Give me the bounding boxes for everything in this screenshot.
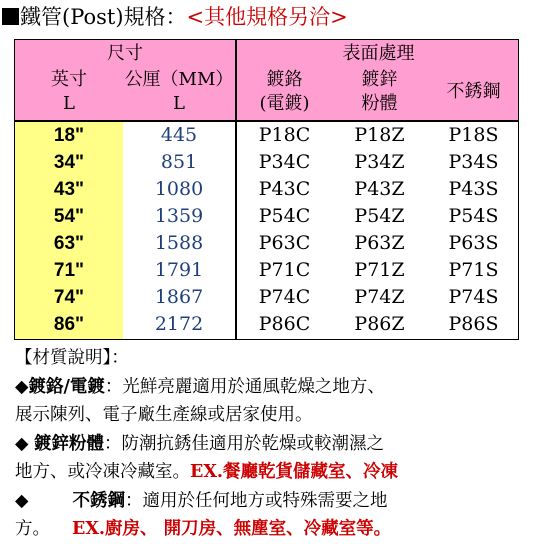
cell-mm: 1080 [154,178,204,200]
header-inch-unit: L [63,93,75,114]
cell-inch: 34" [53,152,85,173]
cell-zinc: P63Z [354,232,405,254]
cell-stainless: P71S [448,259,499,281]
cell-chrome: P74C [258,286,311,308]
cell-stainless: P63S [448,232,499,254]
table-row [15,149,518,176]
cell-mm: 1791 [154,259,204,281]
cell-inch: 54" [53,206,85,227]
note-stainless-text: ：適用於任何地方或特殊需要之地 [124,490,388,511]
cell-chrome: P63C [258,232,311,254]
cell-zinc: P43Z [354,178,405,200]
cell-stainless: P18S [448,124,499,146]
cell-zinc: P54Z [354,205,405,227]
note-zinc-example: EX.餐廳乾貨儲藏室、冷凍 [190,462,399,482]
title-main: 鐵管(Post)規格： [20,5,187,29]
cell-inch: 18" [53,125,85,146]
cell-inch: 74" [53,287,85,308]
cell-stainless: P34S [448,151,499,173]
diamond-bullet-icon: ◆ [15,490,29,511]
note-chrome-text: ：光鮮亮麗適用於通風乾燥之地方、 [104,376,385,397]
cell-mm: 1588 [154,232,204,254]
note-stainless-text2: 方。 [15,519,50,539]
cell-mm: 1867 [154,286,204,308]
diamond-bullet-icon: ◆ [15,433,29,454]
square-bullet-icon [2,8,19,25]
header-chrome-line2: (電鍍) [259,93,310,114]
cell-inch: 43" [53,179,85,200]
note-stainless-example: EX.廚房、 開刀房、無塵室、冷藏室等。 [72,519,392,539]
cell-mm: 2172 [154,313,204,335]
diamond-bullet-icon: ◆ [15,376,29,397]
note-chrome-label: 鍍鉻/電鍍 [28,376,105,397]
cell-chrome: P18C [258,124,311,146]
cell-zinc: P71Z [354,259,405,281]
cell-chrome: P43C [258,178,311,200]
header-zinc-line1: 鍍鋅 [361,69,398,90]
cell-mm: 1359 [154,205,204,227]
header-zinc-line2: 粉體 [361,93,398,114]
title-note: <其他規格另洽> [186,5,348,29]
cell-stainless: P86S [448,313,499,335]
note-stainless-line1 [15,487,387,516]
cell-chrome: P54C [258,205,311,227]
note-zinc-text: ：防潮抗銹佳適用於乾燥或較潮濕之 [104,433,385,454]
table-row [15,230,518,257]
page-title [2,2,348,32]
note-stainless-line2 [15,515,391,544]
table-row [15,257,518,284]
spec-table [14,39,519,340]
note-zinc-line1 [15,430,384,459]
header-mm-label: 公厘（MM） [124,69,234,90]
header-stainless: 不銹鋼 [446,81,501,102]
cell-zinc: P34Z [354,151,405,173]
cell-inch: 63" [53,233,85,254]
header-inch-label: 英寸 [51,69,87,90]
table-row [15,311,518,338]
note-chrome-line2: 展示陳列、電子廠生產線或居家使用。 [15,405,313,425]
cell-zinc: P86Z [354,313,405,335]
table-row [15,122,518,149]
cell-mm: 445 [160,124,198,146]
header-chrome-line1: 鍍鉻 [266,69,303,90]
note-zinc-label: 鍍鋅粉體 [34,433,105,454]
table-row [15,203,518,230]
cell-chrome: P34C [258,151,311,173]
table-row [15,176,518,203]
cell-zinc: P74Z [354,286,405,308]
cell-chrome: P71C [258,259,311,281]
note-chrome-line1 [15,373,385,402]
header-size-group: 尺寸 [107,43,143,64]
header-mm-unit: L [173,93,185,114]
table-row [15,284,518,311]
note-zinc-text2: 地方、或冷凍冷藏室。 [15,462,190,482]
note-stainless-label: 不銹鋼 [72,490,125,511]
cell-inch: 71" [53,260,85,281]
header-finish-group: 表面處理 [342,43,415,64]
note-zinc-line2 [15,458,398,487]
cell-chrome: P86C [258,313,311,335]
cell-stainless: P54S [448,205,499,227]
cell-zinc: P18Z [354,124,405,146]
cell-stainless: P74S [448,286,499,308]
cell-mm: 851 [160,151,198,173]
cell-inch: 86" [53,314,85,335]
notes-heading: 【材質說明】： [15,348,129,368]
cell-stainless: P43S [448,178,499,200]
